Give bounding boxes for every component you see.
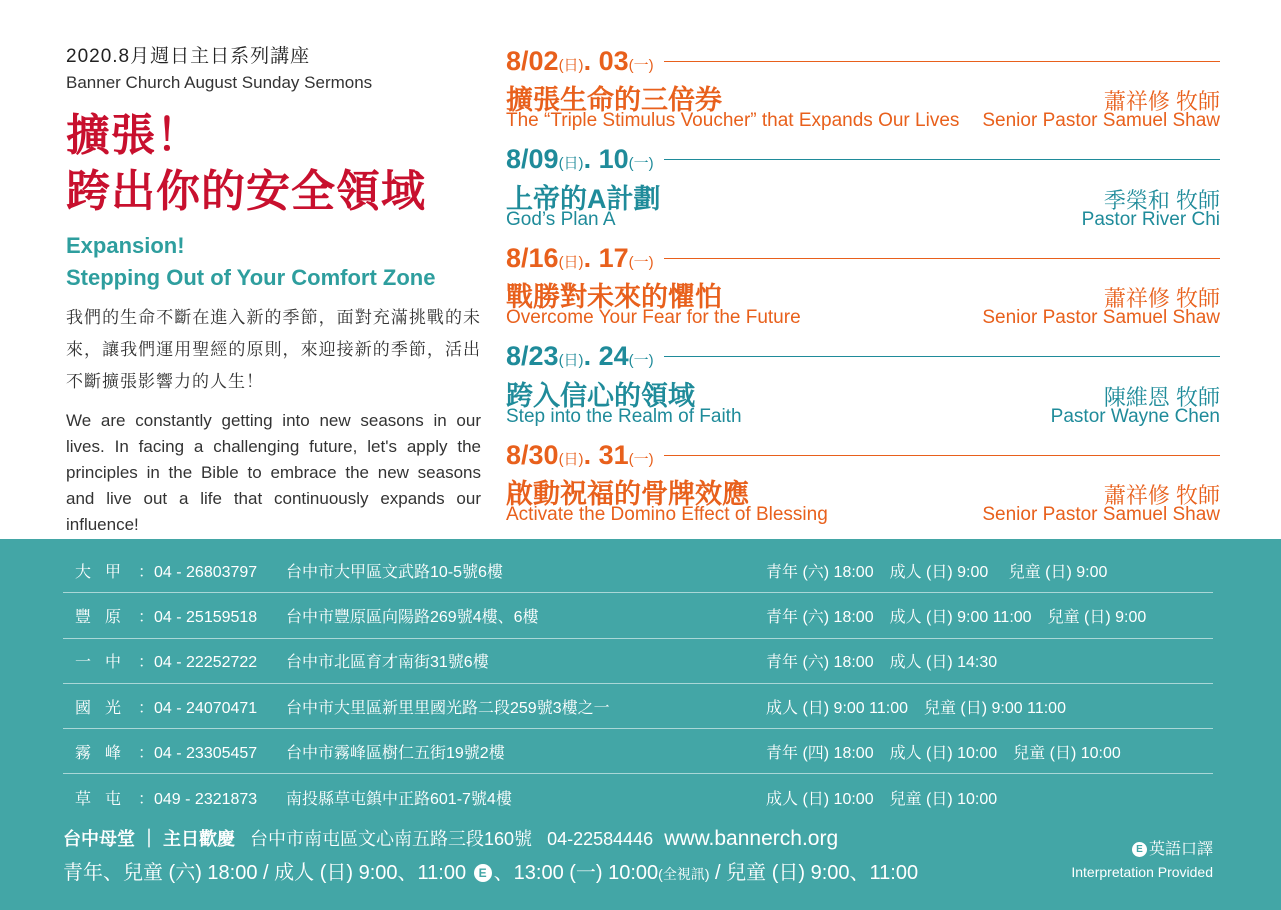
main-title-line2: 跨出你的安全領域 [66, 166, 426, 217]
location-name: 一中 [75, 654, 136, 672]
main-church-phone: 04-22584446 [547, 829, 654, 849]
pastor-name-english: Senior Pastor Samuel Shaw [982, 307, 1220, 328]
pastor-name-chinese: 蕭祥修 牧師 [1103, 286, 1220, 311]
main-church-info [63, 824, 1213, 891]
location-times: 青年 (六) 18:00 成人 (日) 14:30 [766, 654, 998, 672]
sermon-date: 8/30(日). 31(一) [506, 439, 654, 470]
location-address: 南投縣草屯鎮中正路601-7號4樓 [286, 790, 512, 808]
sermon-title-english: The “Triple Stimulus Voucher” that Expands Our Lives [506, 110, 960, 131]
divider-line [664, 258, 1220, 259]
location-times: 青年 (六) 18:00 成人 (日) 9:00 11:00 兒童 (日) 9:00 [766, 608, 1147, 626]
location-phone: ：04 - 24070471 [138, 699, 258, 717]
location-row [63, 548, 1213, 593]
pastor-name-english: Senior Pastor Samuel Shaw [982, 504, 1220, 525]
intro-column [66, 44, 481, 538]
location-address: 台中市北區育才南街31號6樓 [286, 654, 489, 672]
location-phone: ：04 - 26803797 [138, 563, 258, 581]
sermon-list [506, 44, 1220, 537]
sermon-date: 8/16(日). 17(一) [506, 242, 654, 273]
main-church-schedule: 青年、兒童 (六) 18:00 / 成人 (日) 9:00、11:00 E 、13:00 (一) 10:00(全視訊) / 兒童 (日) 9:00、11:00 [63, 862, 919, 884]
intro-english: We are constantly getting into new seasons in our lives. In facing a challenging future, let's apply the principles in the Bible to embrace the new seasons and live out a life that continuously expands our influence! [66, 411, 481, 534]
pastor-name-chinese: 季榮和 牧師 [1103, 187, 1220, 213]
location-row [63, 729, 1213, 774]
sermon-title-english: God’s Plan A [506, 208, 616, 230]
pastor-name-english: Senior Pastor Samuel Shaw [982, 110, 1220, 131]
sermon-title-chinese: 戰勝對未來的懼怕 [506, 282, 722, 312]
sermon-title-english: Activate the Domino Effect of Blessing [506, 504, 828, 525]
location-times: 青年 (四) 18:00 成人 (日) 10:00 兒童 (日) 10:00 [766, 744, 1121, 762]
location-phone: ：04 - 25159518 [138, 608, 258, 626]
english-interpretation-icon: E [474, 864, 492, 882]
sermon-date: 8/23(日). 24(一) [506, 341, 654, 371]
intro-chinese: 我們的生命不斷在進入新的季節，面對充滿挑戰的未來，讓我們運用聖經的原則，來迎接新的季節，活出不斷擴張影響力的人生！ [66, 308, 481, 391]
website-link[interactable]: www.bannerch.org [664, 827, 839, 850]
location-name: 國光 [75, 699, 136, 717]
pastor-name-chinese: 蕭祥修 牧師 [1103, 89, 1220, 114]
series-title: 2020.8月週日主日系列講座 [66, 46, 311, 67]
sermon-title-chinese: 啟動祝福的骨牌效應 [506, 479, 749, 509]
location-address: 台中市豐原區向陽路269號4樓、6樓 [286, 608, 539, 626]
location-row [63, 639, 1213, 684]
sermon-date: 8/09(日). 10(一) [506, 144, 654, 174]
location-name: 霧峰 [75, 744, 136, 762]
location-name: 草屯 [75, 790, 136, 808]
location-phone: ：04 - 23305457 [138, 744, 258, 762]
location-address: 台中市霧峰區樹仁五街19號2樓 [286, 744, 505, 762]
sermon-title-chinese: 跨入信心的領域 [506, 380, 695, 411]
main-church-name: 台中母堂 ｜ 主日歡慶 [63, 829, 236, 849]
divider-line [664, 455, 1220, 456]
english-title-line2: Stepping Out of Your Comfort Zone [66, 265, 436, 290]
pastor-name-english: Pastor River Chi [1081, 208, 1220, 230]
pastor-name-chinese: 蕭祥修 牧師 [1103, 483, 1220, 508]
sermon-title-chinese: 擴張生命的三倍券 [506, 85, 722, 115]
sermon-title-english: Step into the Realm of Faith [506, 405, 742, 427]
location-times: 成人 (日) 10:00 兒童 (日) 10:00 [766, 790, 998, 808]
location-times: 青年 (六) 18:00 成人 (日) 9:00 兒童 (日) 9:00 [766, 563, 1108, 581]
english-title-line1: Expansion! [66, 233, 185, 258]
location-times: 成人 (日) 9:00 11:00 兒童 (日) 9:00 11:00 [766, 699, 1066, 717]
main-church-address: 台中市南屯區文心南五路三段160號 [250, 829, 533, 849]
divider-line [664, 356, 1220, 357]
location-row [63, 774, 1213, 819]
sermon-item [506, 340, 1220, 439]
sermon-item [506, 44, 1220, 143]
sermon-item [506, 241, 1220, 340]
sermon-item [506, 143, 1220, 242]
divider-line [664, 159, 1220, 160]
divider-line [664, 61, 1220, 62]
interpretation-note: E 英語口譯 Interpretation Provided [1071, 841, 1213, 880]
locations-table [63, 548, 1213, 820]
pastor-name-chinese: 陳維恩 牧師 [1103, 384, 1220, 410]
location-row [63, 684, 1213, 729]
location-phone: ：04 - 22252722 [138, 654, 258, 672]
sermon-item [506, 438, 1220, 537]
location-address: 台中市大里區新里里國光路二段259號3樓之一 [286, 699, 610, 717]
location-name: 豐原 [75, 608, 136, 626]
main-title [66, 108, 481, 220]
locations-band [0, 539, 1281, 910]
sermon-title-chinese: 上帝的A計劃 [506, 183, 661, 214]
sermon-date: 8/02(日). 03(一) [506, 45, 654, 76]
english-interpretation-icon: E [1132, 842, 1147, 857]
english-title [66, 230, 481, 294]
location-row [63, 593, 1213, 638]
pastor-name-english: Pastor Wayne Chen [1050, 405, 1220, 427]
main-title-line1: 擴張！ [66, 110, 201, 161]
location-phone: ：049 - 2321873 [138, 790, 258, 808]
location-address: 台中市大甲區文武路10-5號6樓 [286, 563, 503, 581]
sermon-title-english: Overcome Your Fear for the Future [506, 307, 801, 328]
location-name: 大甲 [75, 563, 136, 581]
series-subtitle: Banner Church August Sunday Sermons [66, 73, 373, 92]
